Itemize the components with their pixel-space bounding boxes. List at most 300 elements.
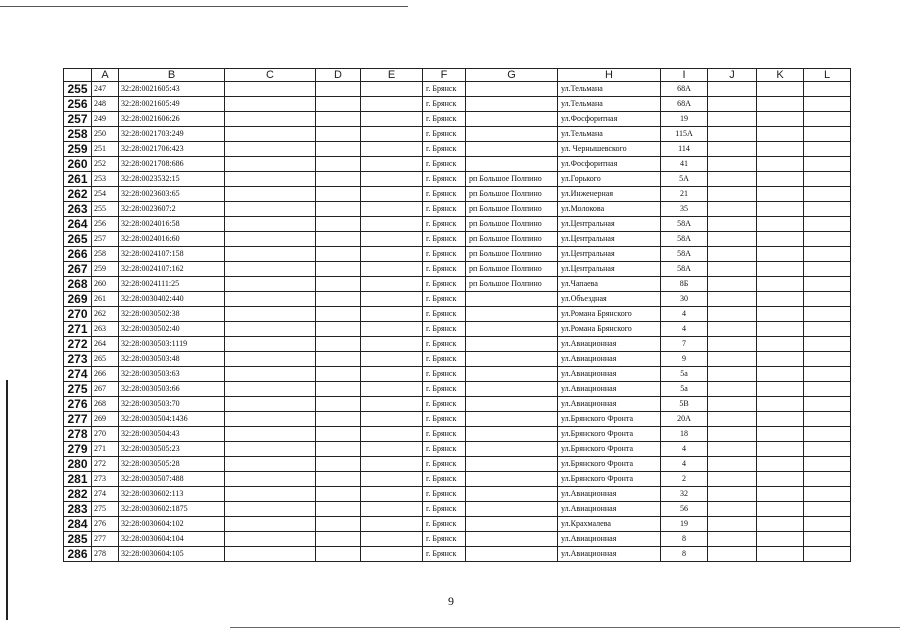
cell-d[interactable]: [316, 142, 361, 157]
cell-f[interactable]: г. Брянск: [423, 307, 466, 322]
cell-k[interactable]: [757, 307, 804, 322]
cell-b[interactable]: 32:28:0030503:48: [119, 352, 225, 367]
cell-l[interactable]: [804, 262, 851, 277]
cell-b[interactable]: 32:28:0030503:66: [119, 382, 225, 397]
cell-b[interactable]: 32:28:0030604:105: [119, 547, 225, 562]
cell-h[interactable]: ул.Центральная: [558, 262, 661, 277]
cell-j[interactable]: [708, 532, 757, 547]
cell-i[interactable]: 2: [661, 472, 708, 487]
cell-l[interactable]: [804, 112, 851, 127]
cell-b[interactable]: 32:28:0030602:113: [119, 487, 225, 502]
cell-f[interactable]: г. Брянск: [423, 172, 466, 187]
row-number[interactable]: 275: [64, 382, 92, 397]
cell-h[interactable]: ул.Крахмалева: [558, 517, 661, 532]
cell-d[interactable]: [316, 367, 361, 382]
cell-j[interactable]: [708, 367, 757, 382]
cell-i[interactable]: 4: [661, 442, 708, 457]
column-header-h[interactable]: H: [558, 69, 661, 82]
cell-i[interactable]: 18: [661, 427, 708, 442]
cell-f[interactable]: г. Брянск: [423, 382, 466, 397]
cell-g[interactable]: рп Большое Полпино: [466, 232, 558, 247]
cell-l[interactable]: [804, 457, 851, 472]
cell-a[interactable]: 257: [92, 232, 119, 247]
cell-i[interactable]: 8: [661, 547, 708, 562]
cell-e[interactable]: [361, 487, 423, 502]
cell-k[interactable]: [757, 202, 804, 217]
cell-k[interactable]: [757, 97, 804, 112]
cell-j[interactable]: [708, 217, 757, 232]
cell-d[interactable]: [316, 277, 361, 292]
cell-g[interactable]: [466, 322, 558, 337]
row-number[interactable]: 265: [64, 232, 92, 247]
cell-g[interactable]: [466, 412, 558, 427]
cell-a[interactable]: 261: [92, 292, 119, 307]
column-header-e[interactable]: E: [361, 69, 423, 82]
cell-b[interactable]: 32:28:0030505:28: [119, 457, 225, 472]
cell-b[interactable]: 32:28:0030604:104: [119, 532, 225, 547]
cell-j[interactable]: [708, 382, 757, 397]
row-number[interactable]: 266: [64, 247, 92, 262]
row-number[interactable]: 283: [64, 502, 92, 517]
cell-f[interactable]: г. Брянск: [423, 337, 466, 352]
cell-e[interactable]: [361, 262, 423, 277]
cell-c[interactable]: [225, 457, 316, 472]
cell-k[interactable]: [757, 427, 804, 442]
cell-d[interactable]: [316, 382, 361, 397]
cell-c[interactable]: [225, 307, 316, 322]
cell-k[interactable]: [757, 457, 804, 472]
cell-b[interactable]: 32:28:0021708:686: [119, 157, 225, 172]
cell-a[interactable]: 254: [92, 187, 119, 202]
cell-g[interactable]: рп Большое Полпино: [466, 217, 558, 232]
cell-k[interactable]: [757, 487, 804, 502]
cell-i[interactable]: 5а: [661, 367, 708, 382]
cell-g[interactable]: рп Большое Полпино: [466, 277, 558, 292]
cell-c[interactable]: [225, 502, 316, 517]
cell-j[interactable]: [708, 112, 757, 127]
cell-g[interactable]: рп Большое Полпино: [466, 262, 558, 277]
column-header-a[interactable]: A: [92, 69, 119, 82]
cell-e[interactable]: [361, 217, 423, 232]
cell-c[interactable]: [225, 532, 316, 547]
cell-i[interactable]: 19: [661, 112, 708, 127]
cell-j[interactable]: [708, 127, 757, 142]
cell-c[interactable]: [225, 202, 316, 217]
cell-b[interactable]: 32:28:0024111:25: [119, 277, 225, 292]
cell-b[interactable]: 32:28:0030402:440: [119, 292, 225, 307]
cell-d[interactable]: [316, 427, 361, 442]
cell-i[interactable]: 19: [661, 517, 708, 532]
cell-c[interactable]: [225, 412, 316, 427]
cell-l[interactable]: [804, 487, 851, 502]
cell-d[interactable]: [316, 157, 361, 172]
cell-l[interactable]: [804, 127, 851, 142]
cell-i[interactable]: 5а: [661, 382, 708, 397]
cell-f[interactable]: г. Брянск: [423, 262, 466, 277]
cell-g[interactable]: [466, 502, 558, 517]
cell-d[interactable]: [316, 292, 361, 307]
cell-b[interactable]: 32:28:0021703:249: [119, 127, 225, 142]
cell-h[interactable]: ул.Авиационная: [558, 382, 661, 397]
cell-a[interactable]: 265: [92, 352, 119, 367]
cell-h[interactable]: ул.Романа Брянского: [558, 322, 661, 337]
cell-e[interactable]: [361, 382, 423, 397]
cell-b[interactable]: 32:28:0030502:40: [119, 322, 225, 337]
cell-j[interactable]: [708, 232, 757, 247]
cell-i[interactable]: 68А: [661, 97, 708, 112]
cell-b[interactable]: 32:28:0024107:162: [119, 262, 225, 277]
cell-k[interactable]: [757, 367, 804, 382]
cell-k[interactable]: [757, 112, 804, 127]
cell-e[interactable]: [361, 442, 423, 457]
cell-b[interactable]: 32:28:0030504:43: [119, 427, 225, 442]
row-number[interactable]: 286: [64, 547, 92, 562]
cell-a[interactable]: 260: [92, 277, 119, 292]
cell-l[interactable]: [804, 82, 851, 97]
cell-k[interactable]: [757, 157, 804, 172]
row-number[interactable]: 278: [64, 427, 92, 442]
cell-a[interactable]: 256: [92, 217, 119, 232]
cell-d[interactable]: [316, 352, 361, 367]
cell-e[interactable]: [361, 367, 423, 382]
cell-a[interactable]: 247: [92, 82, 119, 97]
row-number[interactable]: 258: [64, 127, 92, 142]
cell-h[interactable]: ул.Авиационная: [558, 367, 661, 382]
cell-i[interactable]: 4: [661, 457, 708, 472]
cell-k[interactable]: [757, 412, 804, 427]
cell-d[interactable]: [316, 442, 361, 457]
cell-b[interactable]: 32:28:0030602:1875: [119, 502, 225, 517]
cell-l[interactable]: [804, 547, 851, 562]
cell-g[interactable]: [466, 472, 558, 487]
cell-a[interactable]: 264: [92, 337, 119, 352]
corner-header[interactable]: [64, 69, 92, 82]
cell-h[interactable]: ул.Центральная: [558, 232, 661, 247]
row-number[interactable]: 260: [64, 157, 92, 172]
cell-i[interactable]: 115А: [661, 127, 708, 142]
cell-d[interactable]: [316, 487, 361, 502]
cell-c[interactable]: [225, 292, 316, 307]
cell-l[interactable]: [804, 187, 851, 202]
cell-f[interactable]: г. Брянск: [423, 472, 466, 487]
cell-c[interactable]: [225, 232, 316, 247]
cell-a[interactable]: 278: [92, 547, 119, 562]
cell-i[interactable]: 41: [661, 157, 708, 172]
cell-c[interactable]: [225, 262, 316, 277]
cell-e[interactable]: [361, 127, 423, 142]
cell-k[interactable]: [757, 337, 804, 352]
cell-b[interactable]: 32:28:0030503:1119: [119, 337, 225, 352]
cell-g[interactable]: [466, 397, 558, 412]
cell-h[interactable]: ул.Авиационная: [558, 502, 661, 517]
row-number[interactable]: 284: [64, 517, 92, 532]
cell-a[interactable]: 248: [92, 97, 119, 112]
cell-l[interactable]: [804, 412, 851, 427]
cell-e[interactable]: [361, 142, 423, 157]
cell-b[interactable]: 32:28:0030505:23: [119, 442, 225, 457]
cell-h[interactable]: ул.Романа Брянского: [558, 307, 661, 322]
cell-g[interactable]: [466, 487, 558, 502]
cell-h[interactable]: ул.Молокова: [558, 202, 661, 217]
row-number[interactable]: 277: [64, 412, 92, 427]
row-number[interactable]: 270: [64, 307, 92, 322]
row-number[interactable]: 268: [64, 277, 92, 292]
cell-l[interactable]: [804, 322, 851, 337]
cell-k[interactable]: [757, 232, 804, 247]
cell-i[interactable]: 5А: [661, 172, 708, 187]
cell-d[interactable]: [316, 232, 361, 247]
cell-c[interactable]: [225, 112, 316, 127]
cell-a[interactable]: 277: [92, 532, 119, 547]
cell-e[interactable]: [361, 337, 423, 352]
cell-g[interactable]: [466, 142, 558, 157]
cell-f[interactable]: г. Брянск: [423, 127, 466, 142]
cell-a[interactable]: 263: [92, 322, 119, 337]
row-number[interactable]: 263: [64, 202, 92, 217]
cell-h[interactable]: ул.Фосфоритная: [558, 112, 661, 127]
column-header-j[interactable]: J: [708, 69, 757, 82]
cell-g[interactable]: [466, 127, 558, 142]
cell-e[interactable]: [361, 277, 423, 292]
cell-e[interactable]: [361, 532, 423, 547]
cell-g[interactable]: [466, 517, 558, 532]
cell-l[interactable]: [804, 427, 851, 442]
cell-f[interactable]: г. Брянск: [423, 277, 466, 292]
cell-k[interactable]: [757, 247, 804, 262]
cell-l[interactable]: [804, 472, 851, 487]
cell-b[interactable]: 32:28:0023607:2: [119, 202, 225, 217]
cell-j[interactable]: [708, 427, 757, 442]
cell-l[interactable]: [804, 367, 851, 382]
cell-e[interactable]: [361, 322, 423, 337]
cell-g[interactable]: [466, 442, 558, 457]
cell-f[interactable]: г. Брянск: [423, 322, 466, 337]
cell-e[interactable]: [361, 232, 423, 247]
cell-g[interactable]: [466, 352, 558, 367]
cell-f[interactable]: г. Брянск: [423, 292, 466, 307]
cell-h[interactable]: ул.Брянского Фронта: [558, 427, 661, 442]
cell-a[interactable]: 266: [92, 367, 119, 382]
cell-j[interactable]: [708, 442, 757, 457]
cell-h[interactable]: ул.Авиационная: [558, 397, 661, 412]
cell-d[interactable]: [316, 172, 361, 187]
cell-f[interactable]: г. Брянск: [423, 397, 466, 412]
cell-j[interactable]: [708, 262, 757, 277]
cell-l[interactable]: [804, 247, 851, 262]
cell-f[interactable]: г. Брянск: [423, 547, 466, 562]
cell-a[interactable]: 272: [92, 457, 119, 472]
cell-c[interactable]: [225, 547, 316, 562]
row-number[interactable]: 272: [64, 337, 92, 352]
cell-e[interactable]: [361, 202, 423, 217]
cell-d[interactable]: [316, 547, 361, 562]
cell-f[interactable]: г. Брянск: [423, 367, 466, 382]
row-number[interactable]: 282: [64, 487, 92, 502]
row-number[interactable]: 279: [64, 442, 92, 457]
cell-j[interactable]: [708, 412, 757, 427]
cell-a[interactable]: 250: [92, 127, 119, 142]
cell-c[interactable]: [225, 97, 316, 112]
cell-l[interactable]: [804, 172, 851, 187]
cell-e[interactable]: [361, 502, 423, 517]
cell-e[interactable]: [361, 172, 423, 187]
cell-c[interactable]: [225, 217, 316, 232]
cell-h[interactable]: ул.Фосфоритная: [558, 157, 661, 172]
cell-i[interactable]: 7: [661, 337, 708, 352]
cell-d[interactable]: [316, 412, 361, 427]
cell-a[interactable]: 258: [92, 247, 119, 262]
cell-l[interactable]: [804, 382, 851, 397]
cell-f[interactable]: г. Брянск: [423, 202, 466, 217]
cell-c[interactable]: [225, 142, 316, 157]
cell-b[interactable]: 32:28:0030503:63: [119, 367, 225, 382]
cell-e[interactable]: [361, 397, 423, 412]
cell-i[interactable]: 58А: [661, 247, 708, 262]
cell-g[interactable]: [466, 367, 558, 382]
cell-i[interactable]: 68А: [661, 82, 708, 97]
cell-b[interactable]: 32:28:0023603:65: [119, 187, 225, 202]
cell-d[interactable]: [316, 397, 361, 412]
cell-l[interactable]: [804, 307, 851, 322]
cell-d[interactable]: [316, 187, 361, 202]
cell-l[interactable]: [804, 442, 851, 457]
cell-k[interactable]: [757, 187, 804, 202]
cell-l[interactable]: [804, 157, 851, 172]
cell-b[interactable]: 32:28:0030504:1436: [119, 412, 225, 427]
cell-i[interactable]: 5В: [661, 397, 708, 412]
cell-i[interactable]: 58А: [661, 262, 708, 277]
column-header-l[interactable]: L: [804, 69, 851, 82]
cell-j[interactable]: [708, 322, 757, 337]
cell-i[interactable]: 4: [661, 322, 708, 337]
cell-k[interactable]: [757, 442, 804, 457]
cell-e[interactable]: [361, 547, 423, 562]
cell-h[interactable]: ул.Брянского Фронта: [558, 457, 661, 472]
cell-g[interactable]: [466, 457, 558, 472]
cell-k[interactable]: [757, 82, 804, 97]
cell-e[interactable]: [361, 247, 423, 262]
cell-k[interactable]: [757, 502, 804, 517]
cell-g[interactable]: [466, 532, 558, 547]
cell-a[interactable]: 274: [92, 487, 119, 502]
cell-c[interactable]: [225, 82, 316, 97]
cell-f[interactable]: г. Брянск: [423, 487, 466, 502]
cell-c[interactable]: [225, 187, 316, 202]
row-number[interactable]: 267: [64, 262, 92, 277]
cell-g[interactable]: [466, 547, 558, 562]
cell-b[interactable]: 32:28:0023532:15: [119, 172, 225, 187]
row-number[interactable]: 257: [64, 112, 92, 127]
cell-l[interactable]: [804, 292, 851, 307]
cell-i[interactable]: 56: [661, 502, 708, 517]
cell-e[interactable]: [361, 427, 423, 442]
cell-h[interactable]: ул.Авиационная: [558, 337, 661, 352]
cell-g[interactable]: [466, 307, 558, 322]
cell-e[interactable]: [361, 472, 423, 487]
row-number[interactable]: 276: [64, 397, 92, 412]
cell-i[interactable]: 8Б: [661, 277, 708, 292]
cell-k[interactable]: [757, 217, 804, 232]
cell-c[interactable]: [225, 172, 316, 187]
cell-j[interactable]: [708, 187, 757, 202]
cell-i[interactable]: 58А: [661, 232, 708, 247]
cell-l[interactable]: [804, 337, 851, 352]
cell-g[interactable]: рп Большое Полпино: [466, 187, 558, 202]
cell-c[interactable]: [225, 277, 316, 292]
cell-f[interactable]: г. Брянск: [423, 532, 466, 547]
cell-d[interactable]: [316, 337, 361, 352]
cell-e[interactable]: [361, 97, 423, 112]
cell-a[interactable]: 267: [92, 382, 119, 397]
cell-h[interactable]: ул.Тельмана: [558, 82, 661, 97]
cell-g[interactable]: [466, 157, 558, 172]
cell-a[interactable]: 275: [92, 502, 119, 517]
cell-b[interactable]: 32:28:0024016:60: [119, 232, 225, 247]
cell-j[interactable]: [708, 352, 757, 367]
cell-j[interactable]: [708, 487, 757, 502]
cell-g[interactable]: рп Большое Полпино: [466, 202, 558, 217]
row-number[interactable]: 274: [64, 367, 92, 382]
cell-e[interactable]: [361, 187, 423, 202]
cell-j[interactable]: [708, 82, 757, 97]
cell-c[interactable]: [225, 127, 316, 142]
cell-j[interactable]: [708, 397, 757, 412]
cell-j[interactable]: [708, 457, 757, 472]
row-number[interactable]: 256: [64, 97, 92, 112]
column-header-b[interactable]: B: [119, 69, 225, 82]
cell-b[interactable]: 32:28:0021605:43: [119, 82, 225, 97]
cell-j[interactable]: [708, 97, 757, 112]
cell-h[interactable]: ул.Авиационная: [558, 487, 661, 502]
cell-f[interactable]: г. Брянск: [423, 247, 466, 262]
cell-b[interactable]: 32:28:0021606:26: [119, 112, 225, 127]
row-number[interactable]: 262: [64, 187, 92, 202]
cell-d[interactable]: [316, 457, 361, 472]
cell-d[interactable]: [316, 532, 361, 547]
cell-k[interactable]: [757, 277, 804, 292]
cell-a[interactable]: 270: [92, 427, 119, 442]
cell-f[interactable]: г. Брянск: [423, 217, 466, 232]
column-header-i[interactable]: I: [661, 69, 708, 82]
cell-a[interactable]: 268: [92, 397, 119, 412]
cell-c[interactable]: [225, 337, 316, 352]
cell-h[interactable]: ул.Объездная: [558, 292, 661, 307]
cell-a[interactable]: 249: [92, 112, 119, 127]
cell-a[interactable]: 253: [92, 172, 119, 187]
cell-f[interactable]: г. Брянск: [423, 427, 466, 442]
cell-h[interactable]: ул.Центральная: [558, 247, 661, 262]
cell-a[interactable]: 271: [92, 442, 119, 457]
row-number[interactable]: 271: [64, 322, 92, 337]
cell-l[interactable]: [804, 202, 851, 217]
cell-g[interactable]: [466, 112, 558, 127]
cell-a[interactable]: 262: [92, 307, 119, 322]
cell-k[interactable]: [757, 262, 804, 277]
cell-g[interactable]: рп Большое Полпино: [466, 247, 558, 262]
cell-j[interactable]: [708, 547, 757, 562]
cell-e[interactable]: [361, 157, 423, 172]
cell-c[interactable]: [225, 352, 316, 367]
cell-i[interactable]: 114: [661, 142, 708, 157]
cell-c[interactable]: [225, 397, 316, 412]
cell-b[interactable]: 32:28:0024016:58: [119, 217, 225, 232]
cell-d[interactable]: [316, 202, 361, 217]
cell-h[interactable]: ул.Брянского Фронта: [558, 442, 661, 457]
row-number[interactable]: 281: [64, 472, 92, 487]
cell-j[interactable]: [708, 142, 757, 157]
cell-f[interactable]: г. Брянск: [423, 352, 466, 367]
cell-k[interactable]: [757, 172, 804, 187]
